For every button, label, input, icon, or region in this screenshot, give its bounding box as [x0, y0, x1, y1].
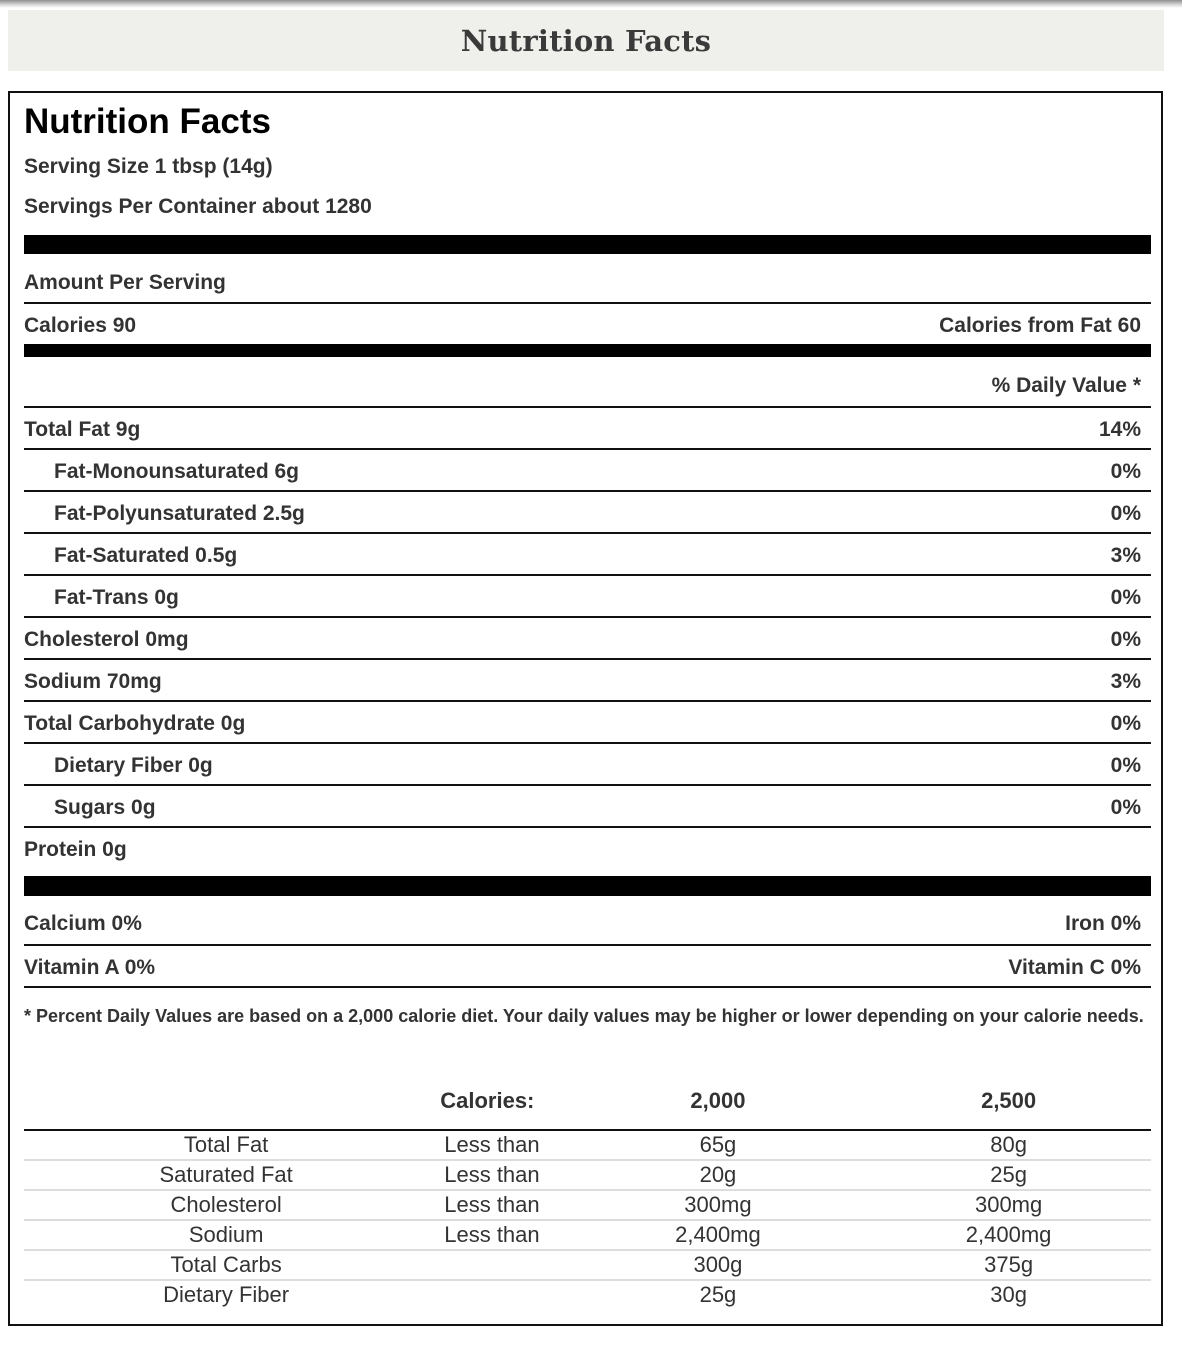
nutrient-row	[24, 658, 1151, 700]
table-cell: Less than	[444, 1132, 540, 1157]
daily-values-table	[24, 1073, 1151, 1309]
table-row	[24, 1250, 1151, 1280]
nutrient-name: Fat-Monounsaturated 6g	[54, 460, 299, 483]
table-row	[24, 1130, 1151, 1160]
table-cell: Total Fat	[183, 1132, 269, 1157]
table-cell: 20g	[570, 1160, 867, 1190]
vitamin-left: Calcium 0%	[24, 912, 142, 935]
nutrient-dv: 0%	[1110, 460, 1141, 483]
nutrient-row	[24, 784, 1151, 826]
nutrient-row	[24, 448, 1151, 490]
thick-divider	[24, 876, 1151, 896]
table-cell: 300mg	[570, 1190, 867, 1220]
table-row	[24, 1280, 1151, 1309]
nutrition-label	[8, 91, 1163, 1326]
table-cell: Dietary Fiber	[24, 1280, 428, 1309]
table-cell: 2,400mg	[570, 1220, 867, 1250]
calories: Calories 90	[24, 314, 137, 337]
medium-divider	[24, 344, 1151, 357]
nutrient-name: Total Fat 9g	[24, 418, 141, 441]
table-cell	[428, 1250, 569, 1280]
nutrient-name: Total Carbohydrate 0g	[24, 712, 246, 735]
daily-value-header-row	[24, 364, 1151, 406]
nutrient-name: Fat-Trans 0g	[54, 586, 179, 609]
nutrient-dv: 3%	[1110, 544, 1141, 567]
nutrient-row	[24, 826, 1151, 868]
table-cell: 80g	[990, 1132, 1027, 1157]
nutrient-name: Fat-Saturated 0.5g	[54, 544, 238, 567]
label-title: Nutrition Facts	[24, 102, 271, 141]
table-cell: 300mg	[866, 1190, 1151, 1220]
table-cell	[428, 1280, 569, 1309]
calories-from-fat: Calories from Fat 60	[939, 314, 1141, 337]
table-cell: 65g	[699, 1132, 737, 1157]
table-cell: 25g	[570, 1280, 867, 1309]
table-cell: 2,400mg	[866, 1220, 1151, 1250]
nutrient-dv: 0%	[1110, 628, 1141, 651]
nutrient-name: Dietary Fiber 0g	[54, 754, 213, 777]
nutrient-name: Protein 0g	[24, 838, 127, 861]
nutrient-row	[24, 742, 1151, 784]
nutrient-name: Sodium 70mg	[24, 670, 162, 693]
table-cell: 375g	[866, 1250, 1151, 1280]
nutrient-name: Fat-Polyunsaturated 2.5g	[54, 502, 305, 525]
calories-row	[24, 302, 1151, 344]
table-cell: Total Carbs	[24, 1250, 428, 1280]
nutrient-dv: 14%	[1098, 418, 1141, 441]
table-row	[24, 1190, 1151, 1220]
nutrient-dv: 0%	[1110, 796, 1141, 819]
nutrient-name: Cholesterol 0mg	[24, 628, 189, 651]
nutrient-row	[24, 616, 1151, 658]
nutrient-row	[24, 406, 1151, 448]
table-cell: Less than	[428, 1220, 569, 1250]
table-cell: Saturated Fat	[24, 1160, 428, 1190]
nutrient-dv: 0%	[1110, 712, 1141, 735]
vitamin-row	[24, 902, 1151, 944]
table-cell: 300g	[570, 1250, 867, 1280]
top-shadow	[0, 0, 1182, 8]
vitamin-left: Vitamin A 0%	[24, 956, 156, 979]
table-row	[24, 1160, 1151, 1190]
table-cell: Cholesterol	[24, 1190, 428, 1220]
table-header: Calories:	[428, 1073, 569, 1130]
nutrient-row	[24, 700, 1151, 742]
thick-divider	[24, 235, 1151, 254]
nutrient-dv: 0%	[1110, 754, 1141, 777]
table-cell: Sodium	[24, 1220, 428, 1250]
nutrient-dv: 3%	[1110, 670, 1141, 693]
nutrient-row	[24, 490, 1151, 532]
vitamin-right: Vitamin C 0%	[1008, 956, 1141, 979]
footnote: * Percent Daily Values are based on a 2,000 calorie diet. Your daily values may be higher or lower depending on your calorie needs.	[24, 1006, 1144, 1026]
table-row	[24, 1220, 1151, 1250]
table-header: 2,000	[570, 1073, 867, 1130]
vitamin-right: Iron 0%	[1065, 912, 1141, 935]
table-cell: 30g	[866, 1280, 1151, 1309]
daily-value-header: % Daily Value *	[991, 374, 1141, 397]
table-header: 2,500	[866, 1073, 1151, 1130]
table-header	[24, 1073, 428, 1130]
table-cell: 25g	[866, 1160, 1151, 1190]
nutrient-dv: 0%	[1110, 502, 1141, 525]
nutrient-dv: 0%	[1110, 586, 1141, 609]
amount-per-serving: Amount Per Serving	[24, 271, 226, 294]
table-header-row	[24, 1073, 1151, 1130]
vitamin-row	[24, 944, 1151, 986]
nutrient-name: Sugars 0g	[54, 796, 156, 819]
page-title: Nutrition Facts	[460, 23, 712, 58]
table-cell: Less than	[428, 1160, 569, 1190]
nutrient-row	[24, 532, 1151, 574]
serving-size: Serving Size 1 tbsp (14g)	[24, 155, 273, 178]
page-header	[8, 10, 1164, 71]
table-cell: Less than	[428, 1190, 569, 1220]
thin-divider	[24, 986, 1151, 988]
servings-per-container: Servings Per Container about 1280	[24, 195, 372, 218]
nutrient-row	[24, 574, 1151, 616]
